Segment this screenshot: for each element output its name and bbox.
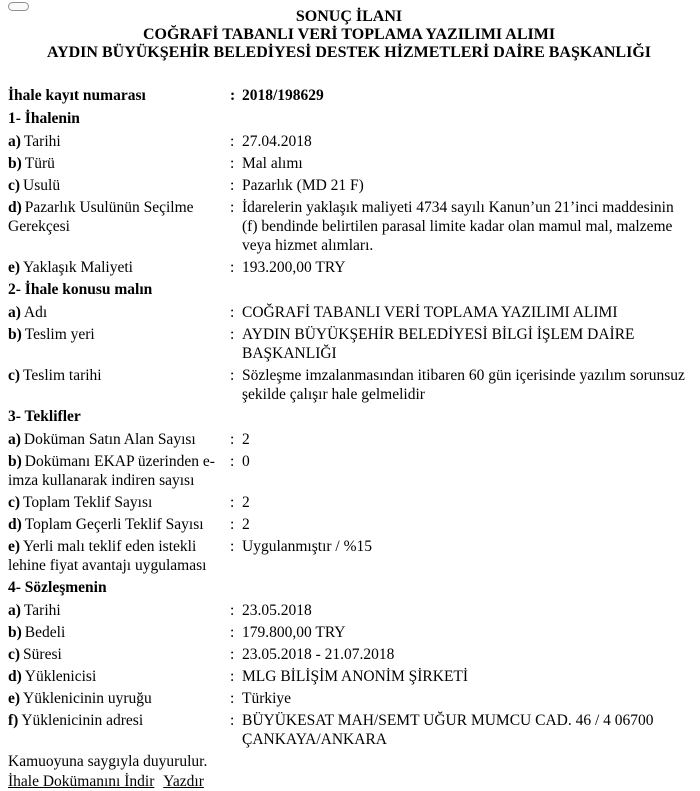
field-label: b) Türü [8, 155, 55, 172]
colon-separator: : [230, 177, 235, 194]
print-link[interactable]: Yazdır [163, 773, 204, 790]
field-value-cell [230, 198, 690, 255]
field-prefix: c) [8, 367, 21, 384]
colon-separator: : [230, 602, 235, 619]
field-value: 0 [242, 453, 250, 470]
field-value: COĞRAFİ TABANLI VERİ TOPLAMA YAZILIMI ALIMI [242, 304, 618, 321]
field-value-cell [230, 258, 690, 277]
field-row-yaklasik-maliyeti [8, 258, 690, 277]
field-label: b) Dokümanı EKAP üzerinden e-imza kullanarak indiren sayısı [8, 453, 215, 489]
field-row-toplam-gecerli-teklif [8, 515, 690, 534]
field-value: Türkiye [242, 690, 292, 707]
field-label: d) Toplam Geçerli Teklif Sayısı [8, 516, 204, 533]
field-label: e) Yaklaşık Maliyeti [8, 259, 133, 276]
field-row-teslim-yeri [8, 325, 690, 363]
field-label: a) Adı [8, 304, 48, 321]
field-value: Uygulanmıştır / %15 [242, 538, 373, 555]
colon-separator: : [230, 690, 235, 707]
field-value-cell [230, 366, 690, 404]
field-row-yerli-mali-avantaji [8, 537, 690, 575]
field-value: 23.05.2018 [242, 602, 312, 619]
field-label: d) Yüklenicisi [8, 668, 97, 685]
field-value: 193.200,00 TRY [242, 259, 346, 276]
field-prefix: e) [8, 690, 21, 707]
field-row-suresi [8, 645, 690, 664]
field-label: e) Yerli malı teklif eden istekli lehine fiyat avantajı uygulaması [8, 538, 207, 574]
field-value: 2 [242, 516, 250, 533]
registry-value: 2018/198629 [242, 87, 324, 104]
field-label: a) Tarihi [8, 602, 61, 619]
field-label: b) Teslim yeri [8, 326, 95, 343]
colon-separator: : [230, 155, 235, 172]
field-value-cell [230, 667, 690, 686]
field-value-cell [230, 176, 690, 195]
field-prefix: d) [8, 516, 22, 533]
field-label: e) Yüklenicinin uyruğu [8, 690, 152, 707]
colon-separator: : [230, 304, 235, 321]
section-heading-ihalenin: 1- İhalenin [8, 110, 80, 127]
colon-separator: : [230, 199, 235, 216]
field-label: a) Doküman Satın Alan Sayısı [8, 431, 196, 448]
title-line-1: SONUÇ İLANI [295, 8, 403, 25]
field-prefix: e) [8, 259, 21, 276]
field-prefix: c) [8, 494, 21, 511]
field-value-cell [230, 452, 690, 490]
field-row-tarihi [8, 132, 690, 151]
field-row-toplam-teklif [8, 493, 690, 512]
colon-separator: : [230, 259, 235, 276]
field-label: c) Usulü [8, 177, 61, 194]
colon-separator: : [230, 367, 235, 384]
field-value-cell [230, 154, 690, 173]
colon-separator: : [230, 431, 235, 448]
field-value: Pazarlık (MD 21 F) [242, 177, 364, 194]
field-prefix: d) [8, 199, 22, 216]
field-value: Sözleşme imzalanmasından itibaren 60 gün içerisinde yazılım sorunsuz şekilde çalışır hale gelmelidir [242, 367, 685, 403]
field-value: 2 [242, 494, 250, 511]
field-value: Mal alımı [242, 155, 303, 172]
field-value-cell [230, 132, 690, 151]
field-value: BÜYÜKESAT MAH/SEMT UĞUR MUMCU CAD. 46 / 4 06700 ÇANKAYA/ANKARA [242, 712, 654, 748]
field-value-cell [230, 689, 690, 708]
field-prefix: b) [8, 155, 22, 172]
closing-statement: Kamuoyuna saygıyla duyurulur. [8, 753, 208, 770]
field-label: d) Pazarlık Usulünün Seçilme Gerekçesi [8, 199, 194, 235]
field-value-cell [230, 645, 690, 664]
field-label: c) Süresi [8, 646, 62, 663]
field-prefix: c) [8, 646, 21, 663]
field-value-cell [230, 537, 690, 575]
field-value-cell [230, 515, 690, 534]
field-row-yuklenici-uyrugu [8, 689, 690, 708]
field-row-yuklenicisi [8, 667, 690, 686]
colon-separator: : [230, 516, 235, 533]
field-value: MLG BİLİŞİM ANONİM ŞİRKETİ [242, 668, 469, 685]
title-line-3: AYDIN BÜYÜKŞEHİR BELEDİYESİ DESTEK HİZMETLERİ DAİRE BAŞKANLIĞI [46, 44, 651, 61]
field-row-sozlesme-tarihi [8, 601, 690, 620]
colon-separator: : [230, 326, 235, 343]
field-row-turu [8, 154, 690, 173]
field-label: c) Teslim tarihi [8, 367, 102, 384]
colon-separator: : [230, 646, 235, 663]
field-value-cell [230, 623, 690, 642]
registry-label: İhale kayıt numarası [8, 87, 146, 104]
field-row-dokuman-satin-alan [8, 430, 690, 449]
document-footer [8, 752, 690, 791]
section-heading-teklifler: 3- Teklifler [8, 408, 81, 425]
title-line-2: COĞRAFİ TABANLI VERİ TOPLAMA YAZILIMI ALIMI [142, 26, 556, 43]
footer-links [8, 772, 690, 791]
field-value-cell [230, 325, 690, 363]
field-row-yuklenici-adresi [8, 711, 690, 749]
field-row-ekap-indiren [8, 452, 690, 490]
field-label: b) Bedeli [8, 624, 66, 641]
registry-value-cell [230, 86, 690, 105]
field-value-cell [230, 303, 690, 322]
field-value-cell [230, 493, 690, 512]
field-label: c) Toplam Teklif Sayısı [8, 494, 153, 511]
field-row-bedeli [8, 623, 690, 642]
registry-number-row [8, 86, 690, 105]
field-value: 179.800,00 TRY [242, 624, 346, 641]
field-row-pazarlik-gerekcesi [8, 198, 690, 255]
field-prefix: b) [8, 326, 22, 343]
field-prefix: a) [8, 602, 21, 619]
field-value: 23.05.2018 - 21.07.2018 [242, 646, 395, 663]
colon-separator: : [230, 87, 236, 104]
colon-separator: : [230, 668, 235, 685]
colon-separator: : [230, 624, 235, 641]
field-value-cell [230, 430, 690, 449]
field-prefix: a) [8, 431, 21, 448]
field-row-adi [8, 303, 690, 322]
field-prefix: f) [8, 712, 19, 729]
download-document-link[interactable]: İhale Dokümanını İndir [8, 773, 155, 790]
document-title-block [8, 8, 690, 62]
colon-separator: : [230, 712, 235, 729]
field-value: AYDIN BÜYÜKŞEHİR BELEDİYESİ BİLGİ İŞLEM DAİRE BAŞKANLIĞI [242, 326, 635, 362]
field-row-usulu [8, 176, 690, 195]
field-prefix: a) [8, 304, 21, 321]
field-prefix: b) [8, 453, 22, 470]
colon-separator: : [230, 494, 235, 511]
field-value: 27.04.2018 [242, 133, 312, 150]
field-value-cell [230, 601, 690, 620]
colon-separator: : [230, 538, 235, 555]
field-value: 2 [242, 431, 250, 448]
field-value-cell [230, 711, 690, 749]
field-prefix: b) [8, 624, 22, 641]
field-prefix: a) [8, 133, 21, 150]
field-prefix: d) [8, 668, 22, 685]
collapsed-widget-pill-icon [8, 2, 29, 11]
colon-separator: : [230, 453, 235, 470]
field-prefix: c) [8, 177, 21, 194]
section-heading-ihale-konusu-malin: 2- İhale konusu malın [8, 281, 153, 298]
field-row-teslim-tarihi [8, 366, 690, 404]
field-prefix: e) [8, 538, 21, 555]
section-heading-sozlesmenin: 4- Sözleşmenin [8, 579, 107, 596]
colon-separator: : [230, 133, 235, 150]
field-value: İdarelerin yaklaşık maliyeti 4734 sayılı Kanun’un 21’inci maddesinin (f) bendinde belirtilen parasal limite kadar olan mamul mal, malzeme veya hizmet alımları. [242, 199, 674, 254]
field-label: f) Yüklenicinin adresi [8, 712, 144, 729]
field-label: a) Tarihi [8, 133, 61, 150]
